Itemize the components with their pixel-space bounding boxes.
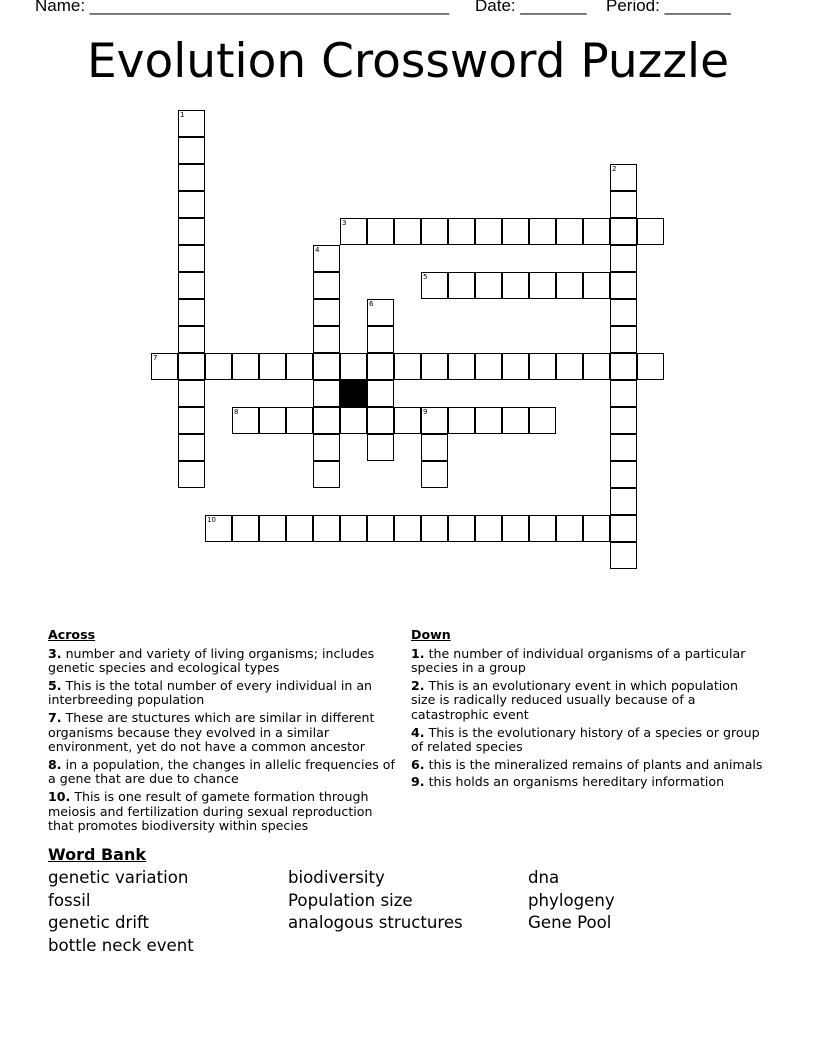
clue-number: 6. xyxy=(411,756,425,772)
crossword-cell[interactable] xyxy=(448,218,475,245)
clue-across-10 xyxy=(48,790,400,834)
crossword-cell[interactable] xyxy=(178,191,205,218)
crossword-cell[interactable] xyxy=(583,272,610,299)
crossword-cell[interactable] xyxy=(394,218,421,245)
clue-number: 10. xyxy=(48,788,71,804)
clue-number-label: 1 xyxy=(180,111,185,119)
crossword-cell[interactable] xyxy=(367,353,394,380)
crossword-cell[interactable] xyxy=(610,542,637,569)
crossword-cell[interactable] xyxy=(421,515,448,542)
clue-number: 2. xyxy=(411,677,425,693)
crossword-cell[interactable] xyxy=(232,515,259,542)
crossword-cell[interactable] xyxy=(178,218,205,245)
crossword-cell[interactable] xyxy=(286,353,313,380)
word-bank-item: analogous structures xyxy=(288,913,463,932)
crossword-cell[interactable] xyxy=(610,272,637,299)
clue-text: This is one result of gamete formation through meiosis and fertilization during sexual reproduction that promotes biodiversity within species xyxy=(48,788,373,834)
crossword-cell[interactable] xyxy=(421,218,448,245)
word-bank-item: genetic variation xyxy=(48,868,189,887)
clue-number: 5. xyxy=(48,677,62,693)
crossword-cell[interactable] xyxy=(232,407,259,434)
crossword-cell[interactable] xyxy=(610,488,637,515)
crossword-cell[interactable] xyxy=(475,272,502,299)
clue-across-8 xyxy=(48,758,400,787)
crossword-cell[interactable] xyxy=(421,407,448,434)
clue-number-label: 10 xyxy=(207,516,216,524)
name-field-label[interactable]: Name: ______________________________________ xyxy=(35,0,450,15)
word-bank-item: phylogeny xyxy=(528,891,615,910)
clue-number: 8. xyxy=(48,756,62,772)
crossword-cell[interactable] xyxy=(340,407,367,434)
clue-down-4 xyxy=(411,726,763,755)
crossword-cell[interactable] xyxy=(610,218,637,245)
crossword-cell[interactable] xyxy=(367,515,394,542)
crossword-cell[interactable] xyxy=(610,434,637,461)
word-bank-item: dna xyxy=(528,868,560,887)
crossword-cell[interactable] xyxy=(448,515,475,542)
clue-down-1 xyxy=(411,647,763,676)
crossword-cell[interactable] xyxy=(259,407,286,434)
crossword-cell[interactable] xyxy=(313,515,340,542)
page-title: Evolution Crossword Puzzle xyxy=(86,34,729,89)
crossword-cell[interactable] xyxy=(556,218,583,245)
across-clues xyxy=(48,628,400,837)
crossword-cell[interactable] xyxy=(529,515,556,542)
crossword-cell[interactable] xyxy=(286,407,313,434)
crossword-cell[interactable] xyxy=(556,515,583,542)
crossword-cell[interactable] xyxy=(529,353,556,380)
crossword-cell[interactable] xyxy=(178,272,205,299)
crossword-cell[interactable] xyxy=(178,353,205,380)
crossword-cell[interactable] xyxy=(502,272,529,299)
clue-number-label: 8 xyxy=(234,408,239,416)
word-bank-item: Gene Pool xyxy=(528,913,612,932)
clue-number: 4. xyxy=(411,724,425,740)
crossword-cell[interactable] xyxy=(475,407,502,434)
crossword-cell[interactable] xyxy=(394,353,421,380)
crossword-cell[interactable] xyxy=(529,407,556,434)
crossword-cell[interactable] xyxy=(583,515,610,542)
date-field-label[interactable]: Date: _______ xyxy=(475,0,587,15)
crossword-cell[interactable] xyxy=(448,407,475,434)
crossword-cell[interactable] xyxy=(151,353,178,380)
crossword-cell[interactable] xyxy=(394,407,421,434)
clue-across-7 xyxy=(48,711,400,755)
crossword-cell[interactable] xyxy=(637,353,664,380)
crossword-cell[interactable] xyxy=(556,353,583,380)
clue-text: this holds an organisms hereditary information xyxy=(424,774,725,790)
crossword-cell[interactable] xyxy=(178,326,205,353)
crossword-cell[interactable] xyxy=(610,407,637,434)
crossword-cell[interactable] xyxy=(610,164,637,191)
clue-number-label: 7 xyxy=(153,354,158,362)
clue-number: 1. xyxy=(411,645,425,661)
crossword-cell[interactable] xyxy=(610,245,637,272)
crossword-cell[interactable] xyxy=(259,515,286,542)
clue-down-6 xyxy=(411,758,763,773)
black-square xyxy=(340,380,367,407)
crossword-cell[interactable] xyxy=(340,353,367,380)
word-bank-title: Word Bank xyxy=(48,845,147,864)
clue-number: 9. xyxy=(411,774,425,790)
period-field-label[interactable]: Period: _______ xyxy=(606,0,731,15)
crossword-cell[interactable] xyxy=(610,299,637,326)
crossword-cell[interactable] xyxy=(313,353,340,380)
crossword-cell[interactable] xyxy=(421,461,448,488)
clue-number-label: 6 xyxy=(369,300,374,308)
crossword-cell[interactable] xyxy=(421,434,448,461)
clue-text: These are stuctures which are similar in different organisms because they evolved in a similar environment, yet do not have a common ancestor xyxy=(48,709,375,755)
clue-number-label: 9 xyxy=(423,408,428,416)
word-bank-item: genetic drift xyxy=(48,913,150,932)
crossword-cell[interactable] xyxy=(475,515,502,542)
crossword-cell[interactable] xyxy=(610,461,637,488)
crossword-cell[interactable] xyxy=(502,515,529,542)
clue-number-label: 5 xyxy=(423,273,428,281)
word-bank-item: fossil xyxy=(48,891,91,910)
crossword-cell[interactable] xyxy=(367,434,394,461)
word-bank-item: Population size xyxy=(288,891,413,910)
crossword-cell[interactable] xyxy=(529,272,556,299)
crossword-cell[interactable] xyxy=(610,191,637,218)
clue-across-5 xyxy=(48,679,400,708)
clue-number-label: 2 xyxy=(612,165,617,173)
crossword-cell[interactable] xyxy=(367,299,394,326)
clue-text: number and variety of living organisms; includes genetic species and ecological types xyxy=(48,645,375,676)
crossword-cell[interactable] xyxy=(313,380,340,407)
crossword-cell[interactable] xyxy=(583,218,610,245)
crossword-cell[interactable] xyxy=(421,353,448,380)
crossword-cell[interactable] xyxy=(502,218,529,245)
clue-text: this is the mineralized remains of plants and animals xyxy=(424,756,763,772)
clue-text: This is the total number of every individual in an interbreeding population xyxy=(48,677,373,708)
crossword-cell[interactable] xyxy=(178,137,205,164)
crossword-cell[interactable] xyxy=(529,218,556,245)
crossword-cell[interactable] xyxy=(259,353,286,380)
crossword-cell[interactable] xyxy=(340,515,367,542)
crossword-cell[interactable] xyxy=(448,272,475,299)
clue-text: This is an evolutionary event in which population size is radically reduced usually because of a catastrophic event xyxy=(411,677,738,722)
crossword-cell[interactable] xyxy=(178,245,205,272)
crossword-cell[interactable] xyxy=(178,407,205,434)
across-heading: Across xyxy=(48,627,96,642)
crossword-cell[interactable] xyxy=(178,380,205,407)
crossword-cell[interactable] xyxy=(178,434,205,461)
crossword-cell[interactable] xyxy=(313,245,340,272)
crossword-cell[interactable] xyxy=(394,515,421,542)
word-bank-item: biodiversity xyxy=(288,868,385,887)
crossword-cell[interactable] xyxy=(178,110,205,137)
crossword-cell[interactable] xyxy=(367,326,394,353)
clue-number-label: 4 xyxy=(315,246,320,254)
clue-text: the number of individual organisms of a particular species in a group xyxy=(411,645,746,676)
crossword-cell[interactable] xyxy=(556,272,583,299)
crossword-cell[interactable] xyxy=(502,407,529,434)
crossword-cell[interactable] xyxy=(367,218,394,245)
crossword-cell[interactable] xyxy=(178,299,205,326)
clue-number: 7. xyxy=(48,709,62,725)
crossword-cell[interactable] xyxy=(313,434,340,461)
down-clues xyxy=(411,628,763,793)
clue-text: in a population, the changes in allelic frequencies of a gene that are due to chance xyxy=(48,756,395,787)
crossword-cell[interactable] xyxy=(610,515,637,542)
clue-number-label: 3 xyxy=(342,219,347,227)
clue-down-2 xyxy=(411,679,763,723)
crossword-cell[interactable] xyxy=(205,353,232,380)
crossword-cell[interactable] xyxy=(313,272,340,299)
crossword-cell[interactable] xyxy=(475,353,502,380)
clue-number: 3. xyxy=(48,645,62,661)
crossword-cell[interactable] xyxy=(448,353,475,380)
crossword-cell[interactable] xyxy=(313,299,340,326)
word-bank-item: bottle neck event xyxy=(48,936,194,955)
clue-down-9 xyxy=(411,775,763,790)
crossword-cell[interactable] xyxy=(583,353,610,380)
crossword-cell[interactable] xyxy=(178,164,205,191)
crossword-cell[interactable] xyxy=(313,461,340,488)
crossword-cell[interactable] xyxy=(367,380,394,407)
crossword-cell[interactable] xyxy=(340,218,367,245)
crossword-cell[interactable] xyxy=(610,353,637,380)
crossword-cell[interactable] xyxy=(178,461,205,488)
crossword-cell[interactable] xyxy=(313,407,340,434)
crossword-cell[interactable] xyxy=(232,353,259,380)
crossword-cell[interactable] xyxy=(637,218,664,245)
crossword-cell[interactable] xyxy=(610,326,637,353)
crossword-cell[interactable] xyxy=(313,326,340,353)
clue-across-3 xyxy=(48,647,400,676)
crossword-cell[interactable] xyxy=(286,515,313,542)
clue-text: This is the evolutionary history of a species or group of related species xyxy=(411,724,760,755)
crossword-cell[interactable] xyxy=(421,272,448,299)
down-heading: Down xyxy=(411,627,451,642)
crossword-cell[interactable] xyxy=(610,380,637,407)
crossword-cell[interactable] xyxy=(367,407,394,434)
crossword-cell[interactable] xyxy=(502,353,529,380)
crossword-cell[interactable] xyxy=(205,515,232,542)
crossword-cell[interactable] xyxy=(475,218,502,245)
